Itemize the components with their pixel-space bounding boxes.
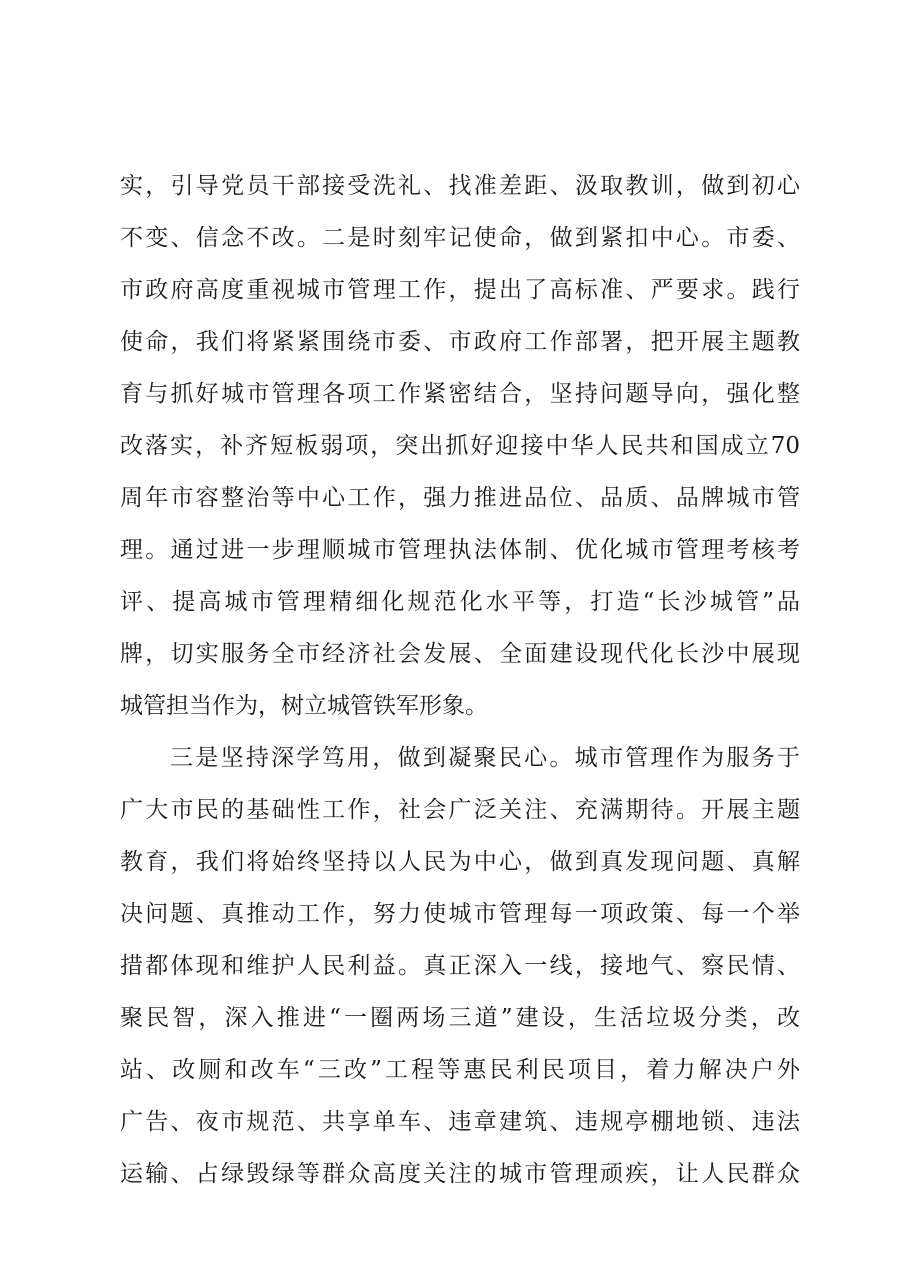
text-line: 改落实，补齐短板弱项，突出抓好迎接中华人民共和国成立70: [120, 433, 800, 459]
text-line: 城管担当作为，树立城管铁军形象。: [120, 693, 488, 719]
text-line: 运输、占绿毁绿等群众高度关注的城市管理顽疾，让人民群众: [120, 1161, 800, 1187]
text-line: 广大市民的基础性工作，社会广泛关注、充满期待。开展主题: [120, 797, 800, 823]
text-line: 广告、夜市规范、共享单车、违章建筑、违规亭棚地锁、违法: [120, 1109, 800, 1135]
text-line: 三是坚持深学笃用，做到凝聚民心。城市管理作为服务于: [170, 745, 800, 771]
text-line: 评、提高城市管理精细化规范化水平等，打造“长沙城管”品: [120, 589, 800, 615]
text-line: 站、改厕和改车“三改”工程等惠民利民项目，着力解决户外: [120, 1057, 800, 1083]
text-line: 实，引导党员干部接受洗礼、找准差距、汲取教训，做到初心: [120, 173, 800, 199]
text-line: 育与抓好城市管理各项工作紧密结合，坚持问题导向，强化整: [120, 381, 800, 407]
text-line: 牌，切实服务全市经济社会发展、全面建设现代化长沙中展现: [120, 641, 800, 667]
text-line: 市政府高度重视城市管理工作，提出了高标准、严要求。践行: [120, 277, 800, 303]
text-line: 决问题、真推动工作，努力使城市管理每一项政策、每一个举: [120, 901, 800, 927]
text-line: 使命，我们将紧紧围绕市委、市政府工作部署，把开展主题教: [120, 329, 800, 355]
text-line: 聚民智，深入推进“一圈两场三道”建设，生活垃圾分类，改: [120, 1005, 800, 1031]
text-line: 不变、信念不改。二是时刻牢记使命，做到紧扣中心。市委、: [120, 225, 800, 251]
text-line: 周年市容整治等中心工作，强力推进品位、品质、品牌城市管: [120, 485, 800, 511]
text-line: 理。通过进一步理顺城市管理执法体制、优化城市管理考核考: [120, 537, 800, 563]
text-line: 措都体现和维护人民利益。真正深入一线，接地气、察民情、: [120, 953, 800, 979]
text-line: 教育，我们将始终坚持以人民为中心，做到真发现问题、真解: [120, 849, 800, 875]
